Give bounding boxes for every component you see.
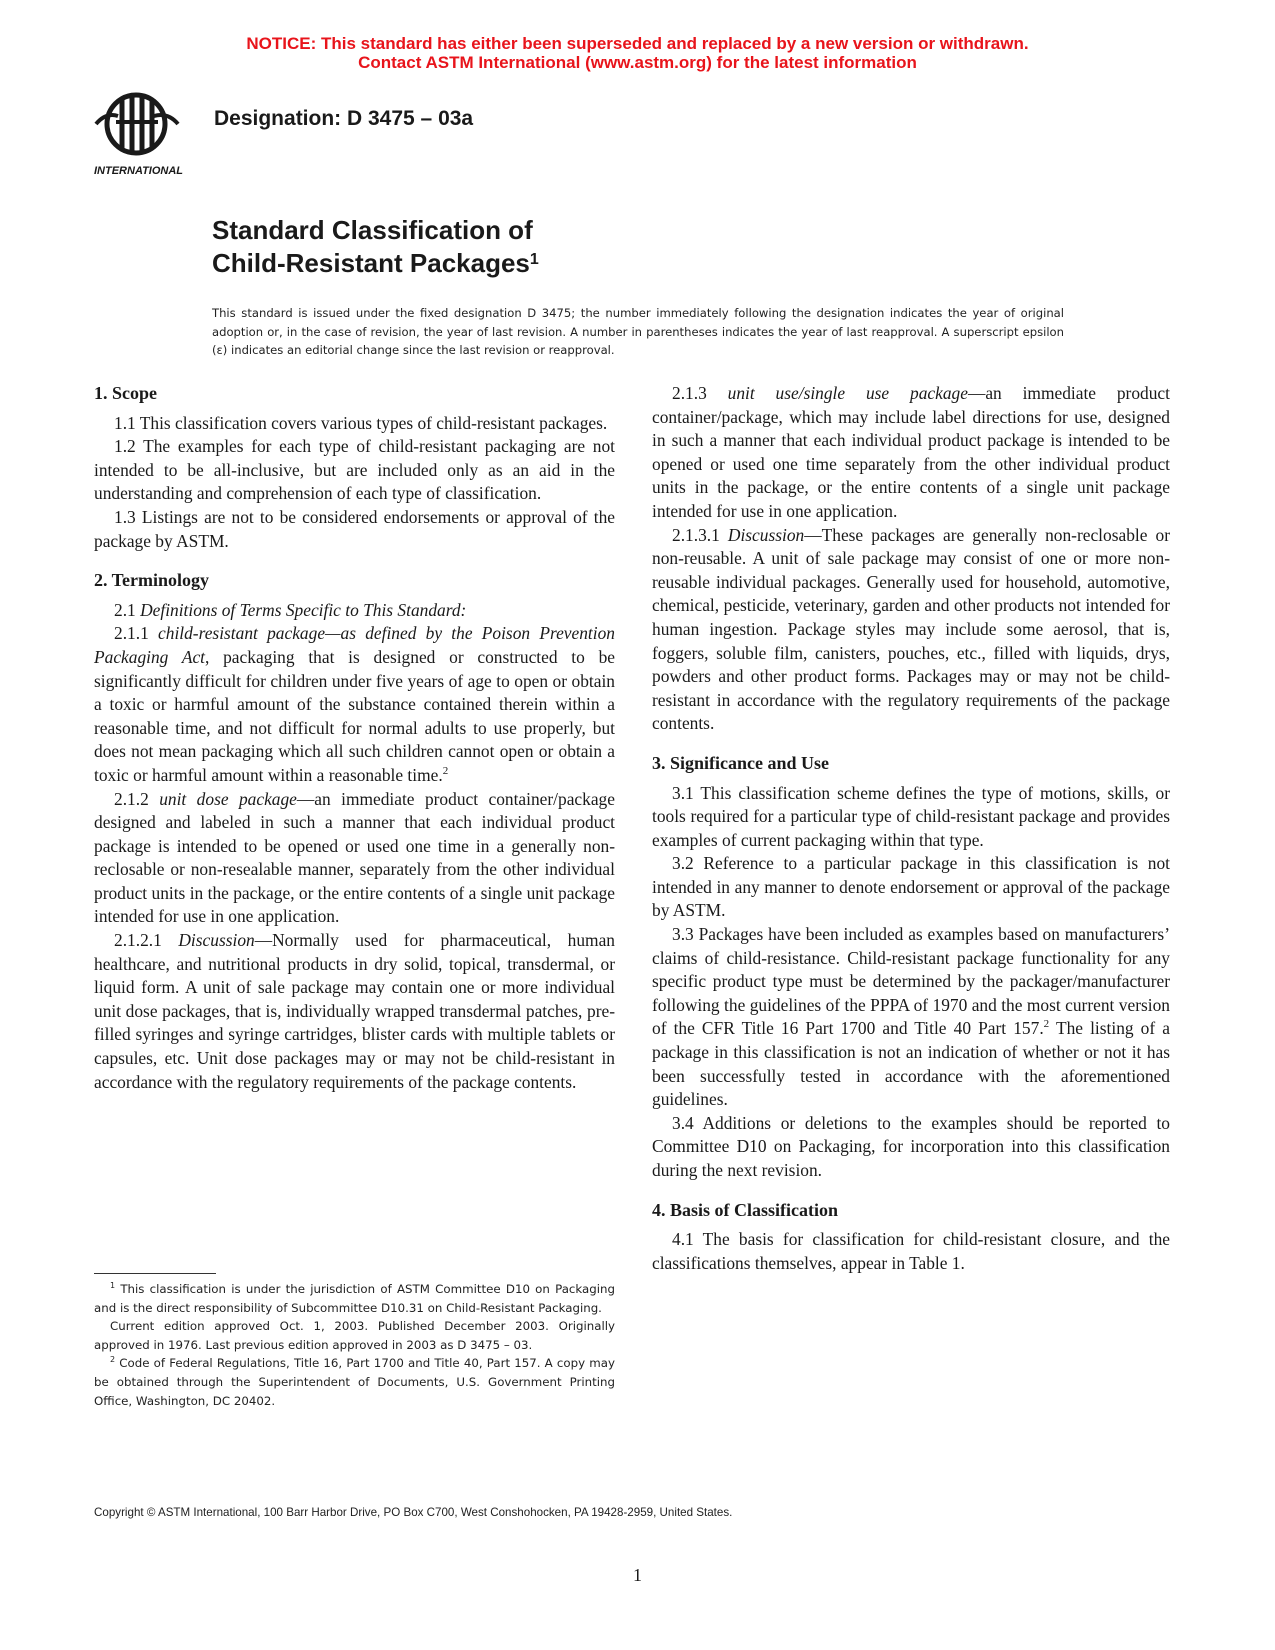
para-3-3 bbox=[652, 923, 1170, 1112]
section-4-heading: 4. Basis of Classification bbox=[652, 1199, 839, 1220]
para-2-1 bbox=[94, 599, 615, 623]
footnote-2-marker: 2 bbox=[110, 1355, 116, 1365]
para-1-3: 1.3 Listings are not to be considered endorsements or approval of the package by ASTM. bbox=[94, 506, 615, 551]
title-line-1: Standard Classification of bbox=[212, 215, 533, 245]
document-title bbox=[212, 214, 539, 280]
para-2-1-number: 2.1 bbox=[114, 599, 141, 620]
right-column bbox=[652, 382, 1170, 1275]
para-2-1-3-1 bbox=[652, 524, 1170, 736]
para-2-1-1 bbox=[94, 622, 615, 787]
footnote-1-text: This classification is under the jurisdiction of ASTM Committee D10 on Packaging and is the direct responsibility of Subcommittee D10.31 on Child-Resistant Packaging. bbox=[94, 1282, 615, 1315]
footnotes bbox=[94, 1280, 615, 1410]
para-2-1-3-1-text: —These packages are generally non-reclosable or non-reusable. A unit of sale package may consist of one or more non-reusable individual packages. Generally used for household, automotive, chemical, pesticide, veterinary, garden and other products not intended for human ingestion. Package styles may include some aerosol, that is, foggers, soluble film, canisters, pouches, etc., filled with liquids, drys, powders and other product forms. Packages may or may not be child-resistant in accordance with the regulatory requirements of the package contents. bbox=[652, 524, 1170, 734]
footnote-ref: 2 bbox=[442, 765, 449, 778]
para-3-4: 3.4 Additions or deletions to the examples should be reported to Committee D10 on Packaging, for incorporation into this classification during the next revision. bbox=[652, 1112, 1170, 1180]
para-3-1: 3.1 This classification scheme defines the type of motions, skills, or tools required for a particular type of child-resistant package and provides examples of current packaging within that type. bbox=[652, 782, 1170, 850]
para-2-1-2-number: 2.1.2 bbox=[114, 788, 160, 809]
para-2-1-2-1-text: —Normally used for pharmaceutical, human healthcare, and nutritional products in dry solid, topical, transdermal, or liquid form. A unit of sale package may contain one or more individual unit dose packages, that is, individually wrapped transdermal patches, pre-filled syringes and syringe cartridges, blister cards with multiple tablets or capsules, etc. Unit dose packages may or may not be child-resistant in accordance with the regulatory requirements of the package contents. bbox=[94, 930, 615, 1092]
para-2-1-3-term: unit use/single use package bbox=[727, 383, 968, 403]
astm-logo-icon bbox=[92, 86, 196, 178]
para-2-1-3 bbox=[652, 382, 1170, 524]
para-2-1-1-text: , packaging that is designed or constructed to be significantly difficult for children under five years of age to open or obtain a toxic or harmful amount of the substance contained therein within a reasonable time, and not difficult for normal adults to use properly, but does not mean packaging which all such children cannot open or obtain a toxic or harmful amount within a reasonable time. bbox=[94, 646, 615, 785]
para-2-1-3-number: 2.1.3 bbox=[672, 383, 728, 403]
section-1-heading: 1. Scope bbox=[94, 383, 157, 403]
copyright: Copyright © ASTM International, 100 Barr Harbor Drive, PO Box C700, West Conshohocken, PA 19428-2959, United States. bbox=[94, 1506, 733, 1519]
para-2-1-1-term: child-resistant package—as defined by the Poison Prevention Packaging Act bbox=[94, 623, 615, 667]
para-2-1-2-term: unit dose package bbox=[159, 788, 297, 809]
para-2-1-2-1-number: 2.1.2.1 bbox=[114, 930, 179, 951]
logo-text: INTERNATIONAL bbox=[94, 165, 184, 177]
issue-statement: This standard is issued under the fixed designation D 3475; the number immediately following the designation indicates the year of original adoption or, in the case of revision, the year of last revision. A number in parentheses indicates the year of last reapproval. A superscript epsilon (ε) indicates an editorial change since the last revision or reapproval. bbox=[212, 306, 1064, 357]
para-3-3-tail: The listing of a package in this classification is not an indication of whether or not it has been successfully tested in accordance with the aforementioned guidelines. bbox=[652, 1018, 1170, 1110]
section-2-heading: 2. Terminology bbox=[94, 570, 210, 591]
footnote-1 bbox=[94, 1280, 615, 1317]
left-column bbox=[94, 382, 615, 1094]
title-footnote-ref: 1 bbox=[529, 251, 539, 268]
footnote-divider bbox=[94, 1273, 216, 1274]
para-2-1-1-number: 2.1.1 bbox=[114, 623, 159, 644]
para-1-1: 1.1 This classification covers various types of child-resistant packages. bbox=[114, 412, 608, 433]
para-2-1-3-1-number: 2.1.3.1 bbox=[672, 524, 728, 545]
section-3-heading: 3. Significance and Use bbox=[652, 752, 830, 773]
withdrawal-notice bbox=[0, 34, 1275, 72]
para-4-1: 4.1 The basis for classification for child-resistant closure, and the classifications themselves, appear in Table 1. bbox=[652, 1229, 1170, 1273]
designation: Designation: D 3475 – 03a bbox=[214, 107, 474, 130]
para-2-1-3-1-term: Discussion bbox=[727, 524, 805, 545]
para-2-1-2-1 bbox=[94, 929, 615, 1094]
footnote-1-edition: Current edition approved Oct. 1, 2003. Published December 2003. Originally approved in 1976. Last previous edition approved in 2003 as D 3475 – 03. bbox=[94, 1319, 615, 1352]
page-number: 1 bbox=[633, 1565, 642, 1585]
para-2-1-2-text: —an immediate product container/package designed and labeled in such a manner that each individual product package is intended to be opened or used one time in a generally non-reclosable or non-resealable manner, separately from the other individual product units in the package, or the entire contents of a single unit package intended for use in one application. bbox=[94, 788, 615, 927]
para-3-2: 3.2 Reference to a particular package in this classification is not intended in any manner to denote endorsement or approval of the package by ASTM. bbox=[652, 853, 1170, 921]
footnote-2-text: Code of Federal Regulations, Title 16, Part 1700 and Title 40, Part 157. A copy may be obtained through the Superintendent of Documents, U.S. Government Printing Office, Washington, DC 20402. bbox=[94, 1356, 615, 1408]
para-3-3-text: 3.3 Packages have been included as examples based on manufacturers’ claims of child-resistance. Child-resistant package functionality for any specific product type must be determined by the packager/manufacturer following the guidelines of the PPPA of 1970 and the most current version of the CFR Title 16 Part 1700 and Title 40 Part 157. bbox=[652, 924, 1170, 1039]
footnote-ref: 2 bbox=[1043, 1018, 1050, 1031]
notice-line-1: NOTICE: This standard has either been superseded and replaced by a new version or withdrawn. bbox=[246, 34, 1029, 53]
title-line-2-text: Child-Resistant Packages bbox=[212, 248, 530, 278]
footnote-1-marker: 1 bbox=[110, 1281, 116, 1291]
para-2-1-term: Definitions of Terms Specific to This Standard: bbox=[140, 599, 467, 620]
title-line-2 bbox=[212, 247, 539, 280]
notice-line-2: Contact ASTM International (www.astm.org) for the latest information bbox=[358, 53, 917, 72]
para-2-1-3-text: —an immediate product container/package, which may include label directions for use, designed in such a manner that each individual product package is intended to be opened or used one time separately from the other individual product units in the package, or the entire contents of a single unit package intended for use in one application. bbox=[652, 383, 1170, 521]
para-1-2: 1.2 The examples for each type of child-resistant packaging are not intended to be all-inclusive, but are included only as an aid in the understanding and comprehension of each type of classification. bbox=[94, 436, 615, 504]
para-2-1-2 bbox=[94, 788, 615, 930]
footnote-2 bbox=[94, 1354, 615, 1410]
para-2-1-2-1-term: Discussion bbox=[178, 930, 255, 951]
